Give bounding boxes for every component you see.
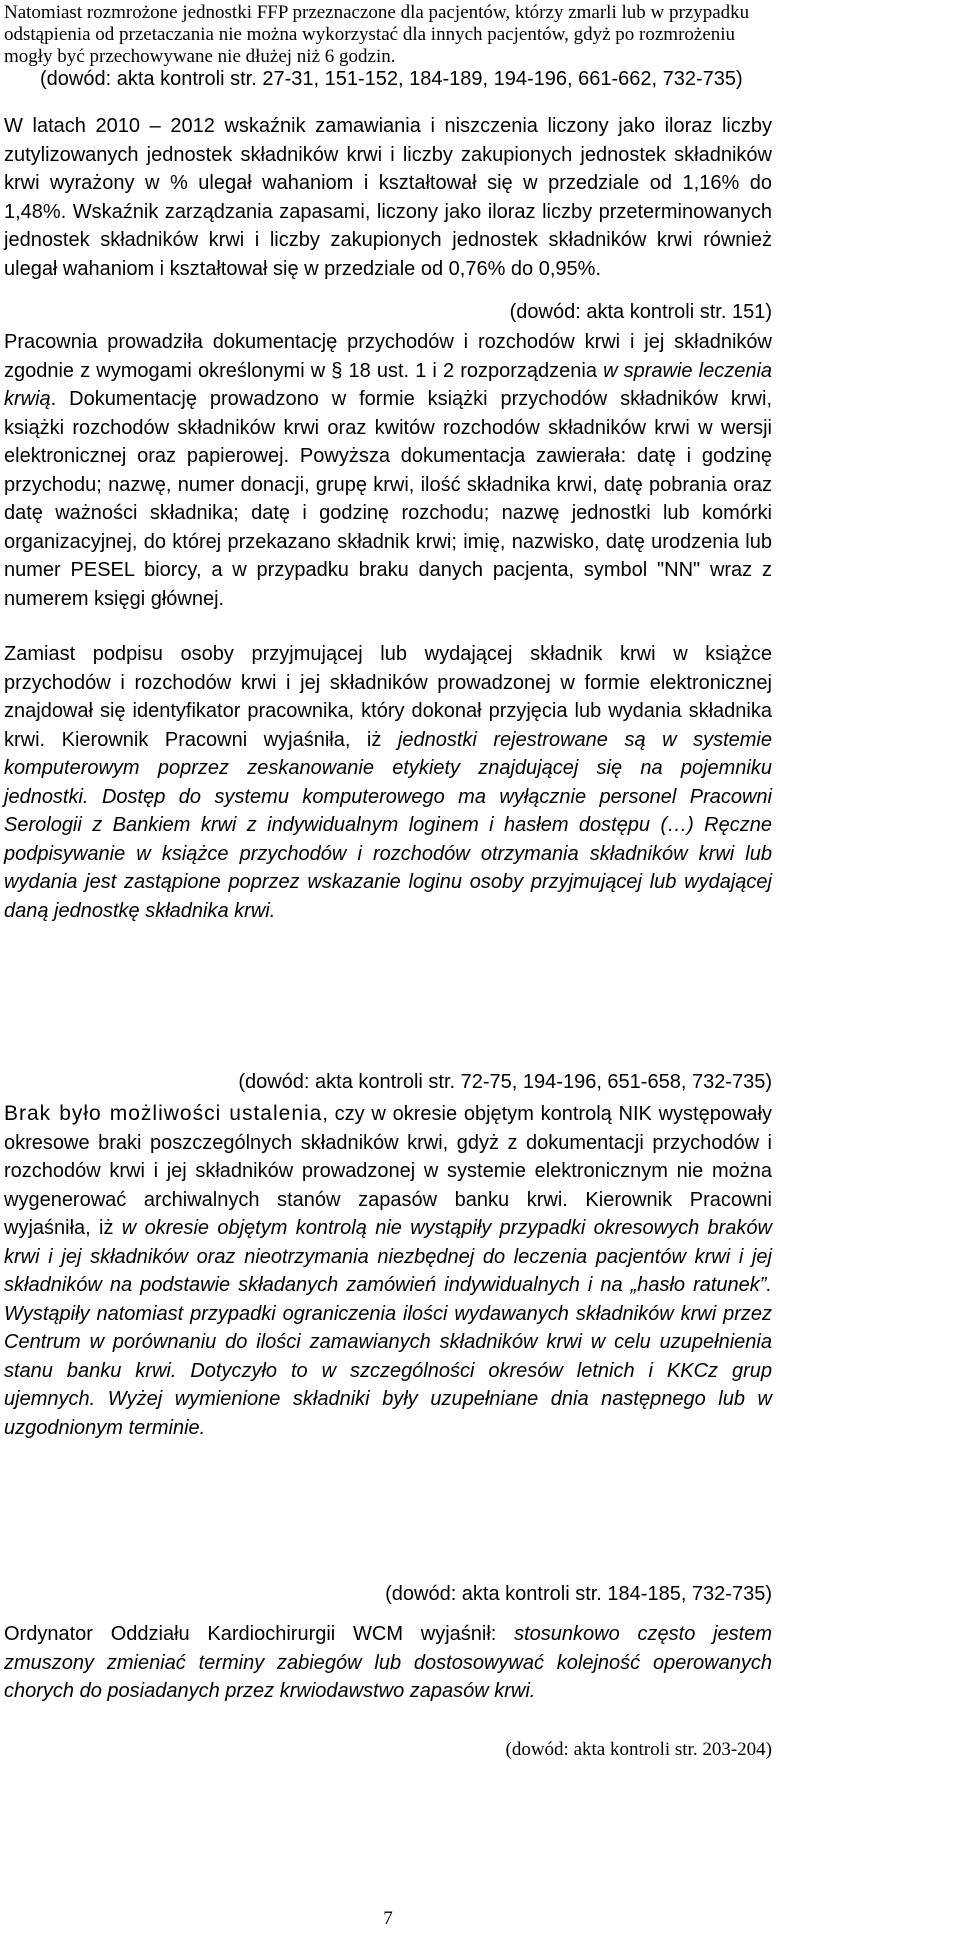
page-number: 7 [383,1908,393,1929]
quoted-explanation: stosunkowo często jestem zmuszony zmieniać terminy zabiegów lub dostosowywać kolejność operowanych chorych do posiadanych przez krwiodawstwo zapasów krwi. [4,1623,772,1702]
paragraph-documentation [4,328,772,613]
paragraph-text: , czy w okresie objętym kontrolą NIK występowały okresowe braki poszczególnych składników krwi, gdyż z dokumentacji przychodów i rozchodów krwi i jej składników prowadzonej w systemie elektronicznym nie można wygenerować archiwalnych stanów zapasów banku krwi. Kierownik Pracowni wyjaśniła, iż [4,1103,772,1239]
paragraph-text: . Dokumentację prowadzono w formie książki przychodów składników krwi, książki rozchodów składników krwi oraz kwitów rozchodów składników krwi w wersji elektronicznej oraz papierowej. Powyższa dokumentacja zawierała: datę i godzinę przychodu; nazwę, numer donacji, grupę krwi, ilość składnika krwi, datę pobrania oraz datę ważności składnika; datę i godzinę rozchodu; nazwę jednostki lub komórki organizacyjnej, do której przekazano składnik krwi; imię, nazwisko, datę urodzenia lub numer PESEL biorcy, a w przypadku braku danych pacjenta, symbol "NN" wraz z numerem księgi głównej. [4,388,772,610]
paragraph-indicators [4,112,772,283]
quoted-explanation: jednostki rejestrowane są w systemie komputerowym poprzez zeskanowanie etykiety znajdującej się na pojemniku jednostki. Dostęp do systemu komputerowego ma wyłącznie personel Pracowni Serologii z Bankiem krwi z indywidualnym loginem i hasłem dostępu (…) Ręczne podpisywanie w książce przychodów i rozchodów otrzymania składników krwi lub wydania jest zastąpione poprzez wskazanie loginu osoby przyjmującej lub wydającej daną jednostkę składnika krwi. [4,728,773,922]
paragraph-cardiac-surgery [4,1620,772,1706]
emphasized-phrase: Brak było możliwości ustalenia [4,1102,323,1125]
proof-reference: (dowód: akta kontroli str. 72-75, 194-196, 651-658, 732-735) [238,1071,772,1093]
paragraph-signatures [4,640,772,925]
paragraph-shortages [4,1100,772,1442]
proof-reference: (dowód: akta kontroli str. 203-204) [505,1739,772,1760]
paragraph-text: Ordynator Oddziału Kardiochirurgii WCM wyjaśnił: [4,1623,515,1645]
header-proof: (dowód: akta kontroli str. 27-31, 151-152, 184-189, 194-196, 661-662, 732-735) [40,68,743,90]
header-text: Natomiast rozmrożone jednostki FFP przeznaczone dla pacjentów, którzy zmarli lub w przypadku odstąpienia od przetaczania nie można wykorzystać dla innych pacjentów, gdyż po rozmrożeniu mogły być przechowywane nie dłużej niż 6 godzin. [4,2,750,67]
proof-reference: (dowód: akta kontroli str. 184-185, 732-735) [385,1583,772,1605]
quoted-explanation: w okresie objętym kontrolą nie wystąpiły przypadki okresowych braków krwi i jej składników oraz nieotrzymania niezbędnej do leczenia pacjentów krwi i jej składników na podstawie składanych zamówień indywidualnych i na „hasło ratunek”. Wystąpiły natomiast przypadki ograniczenia ilości wydawanych składników krwi przez Centrum w porównaniu do ilości zamawianych składników krwi w celu uzupełnienia stanu banku krwi. Dotyczyło to w szczególności okresów letnich i KKCz grup ujemnych. Wyżej wymienione składniki były uzupełniane dnia następnego lub w uzgodnionym terminie. [4,1217,772,1439]
header-paragraph [4,2,772,91]
regulation-title: w sprawie leczenia krwią [4,359,773,410]
paragraph-text: Pracownia prowadziła dokumentację przychodów i rozchodów krwi i jej składników zgodnie z wymogami określonymi w § 18 ust. 1 i 2 rozporządzenia [4,331,772,382]
paragraph-text: Zamiast podpisu osoby przyjmującej lub wydającej składnik krwi w książce przychodów i rozchodów krwi i jej składników prowadzonej w formie elektronicznej znajdował się identyfikator pracownika, który dokonał przyjęcia lub wydania składnika krwi. Kierownik Pracowni wyjaśniła, iż [4,643,772,751]
proof-reference: (dowód: akta kontroli str. 151) [509,301,772,323]
paragraph-text: W latach 2010 – 2012 wskaźnik zamawiania i niszczenia liczony jako iloraz liczby zutylizowanych jednostek składników krwi i liczby zakupionych jednostek składników krwi wyrażony w % ulegał wahaniom i kształtował się w przedziale od 1,16% do 1,48%. Wskaźnik zarządzania zapasami, liczony jako iloraz liczby przeterminowanych jednostek składników krwi i liczby zakupionych jednostek składników krwi również ulegał wahaniom i kształtował się w przedziale od 0,76% do 0,95%. [4,115,772,280]
